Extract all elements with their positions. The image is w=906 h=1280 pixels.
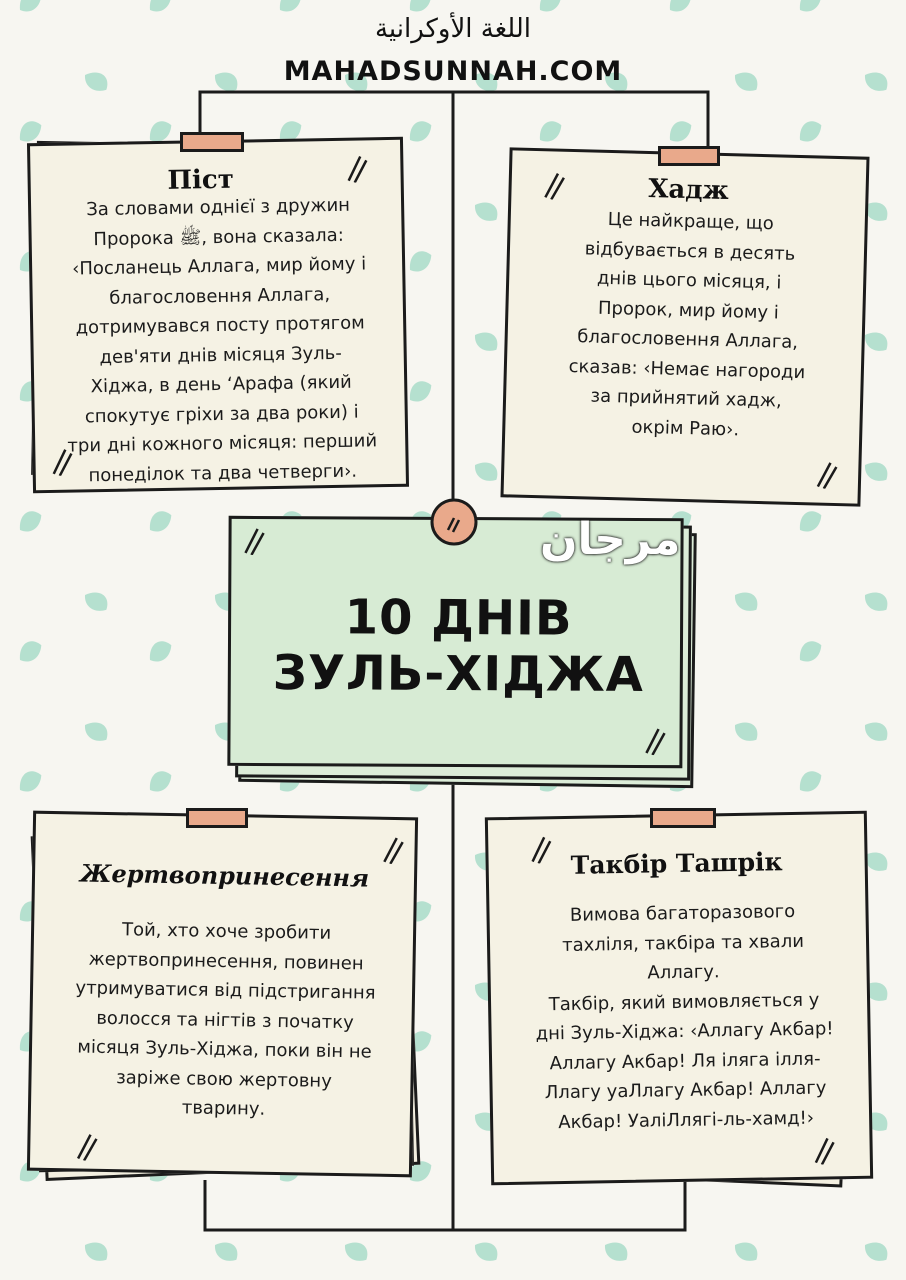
hatch-mark-icon (241, 525, 265, 555)
site-header: MAHADSUNNAH.COM (283, 56, 623, 87)
logo: مرجان (540, 514, 681, 565)
hatch-mark-icon (811, 1134, 836, 1164)
text-line: благословення Аллага, (109, 283, 331, 309)
text-line: понеділок та два четверги›. (88, 460, 358, 486)
text-line: тварину. (181, 1097, 266, 1120)
text-line: Аллагу Акбар! Ля іляга ілля- (549, 1048, 821, 1074)
text-line: За словами однієї з дружин (86, 194, 351, 221)
text-line: місяця Зуль-Хіджа, поки він не (77, 1036, 372, 1063)
text-line: дотримувався посту протягом (75, 312, 365, 339)
main-title-line: 10 ДНІВ (344, 589, 573, 647)
card-title: Піст (167, 164, 235, 196)
text-line: три дні кожного місяця: перший (67, 430, 378, 457)
tape-icon (186, 808, 248, 828)
card-body (51, 914, 400, 1126)
text-line: днів цього місяця, і (596, 267, 782, 294)
text-line: відбувається в десять (584, 237, 796, 265)
text-line: Пророка ﷺ, вона сказала: (93, 224, 344, 250)
hatch-mark-icon (814, 458, 839, 489)
text-line: ‹Посланець Аллага, мир йому і (71, 253, 367, 280)
text-line: за прийнятий хадж, (590, 385, 782, 412)
text-line: окрім Раю›. (631, 416, 740, 440)
text-line: дев'яти днів місяця Зуль- (99, 342, 342, 368)
hatch-mark-icon (528, 833, 553, 863)
text-line: дні Зуль-Хіджа: ‹Аллагу Акбар! (535, 1018, 834, 1045)
text-line: Ллагу уаЛлагу Акбар! Аллагу (544, 1077, 827, 1104)
text-line: жертвопринесення, повинен (88, 948, 364, 974)
text-line: утримуватися від підстригання (75, 977, 376, 1004)
card-title: Жертвопринесення (79, 858, 370, 893)
text-line: Той, хто хоче зробити (121, 919, 332, 944)
card-body (53, 190, 388, 491)
hatch-mark-icon (541, 169, 566, 200)
hatch-mark-icon (74, 1130, 99, 1160)
card-title: Такбір Ташрік (570, 847, 783, 880)
text-line: Хіджа, в день ʻАрафа (який (90, 371, 352, 398)
note-paper (485, 811, 873, 1186)
text-line: Це найкраще, що (607, 208, 775, 235)
text-line: благословення Аллага, (576, 326, 799, 353)
note-paper (27, 137, 409, 494)
tape-icon (650, 808, 716, 828)
text-line: сказав: ‹Немає нагороди (568, 355, 806, 383)
card-title: Хадж (647, 173, 730, 207)
card-body (517, 896, 851, 1138)
hatch-mark-icon (380, 834, 405, 864)
text-line: Такбір, який вимовляється у (548, 989, 820, 1015)
tape-icon (658, 146, 720, 166)
pin-icon (428, 496, 480, 548)
text-line: Аллагу. (647, 961, 720, 984)
text-line: заріже свою жертовну (116, 1066, 333, 1092)
hatch-mark-icon (344, 152, 369, 182)
main-title (231, 589, 687, 703)
text-line: Пророк, мир йому і (597, 297, 780, 323)
hatch-mark-icon (49, 446, 74, 476)
text-line: тахліля, такбіра та хвали (561, 930, 805, 956)
text-line: Акбар! УаліЛлягі-ль-хамд!› (558, 1107, 815, 1133)
main-title-line: ЗУЛЬ-ХІДЖА (272, 645, 644, 703)
text-line: Вимова багаторазового (569, 900, 796, 926)
note-paper (27, 811, 418, 1178)
arabic-header: اللغة الأوكرانية (374, 14, 532, 44)
note-paper (500, 147, 869, 506)
tape-icon (180, 132, 244, 152)
text-line: волосся та нігтів з початку (96, 1007, 354, 1033)
text-line: спокутує гріхи за два роки) і (84, 401, 359, 427)
hatch-mark-icon (642, 725, 666, 755)
card-body (525, 203, 851, 447)
